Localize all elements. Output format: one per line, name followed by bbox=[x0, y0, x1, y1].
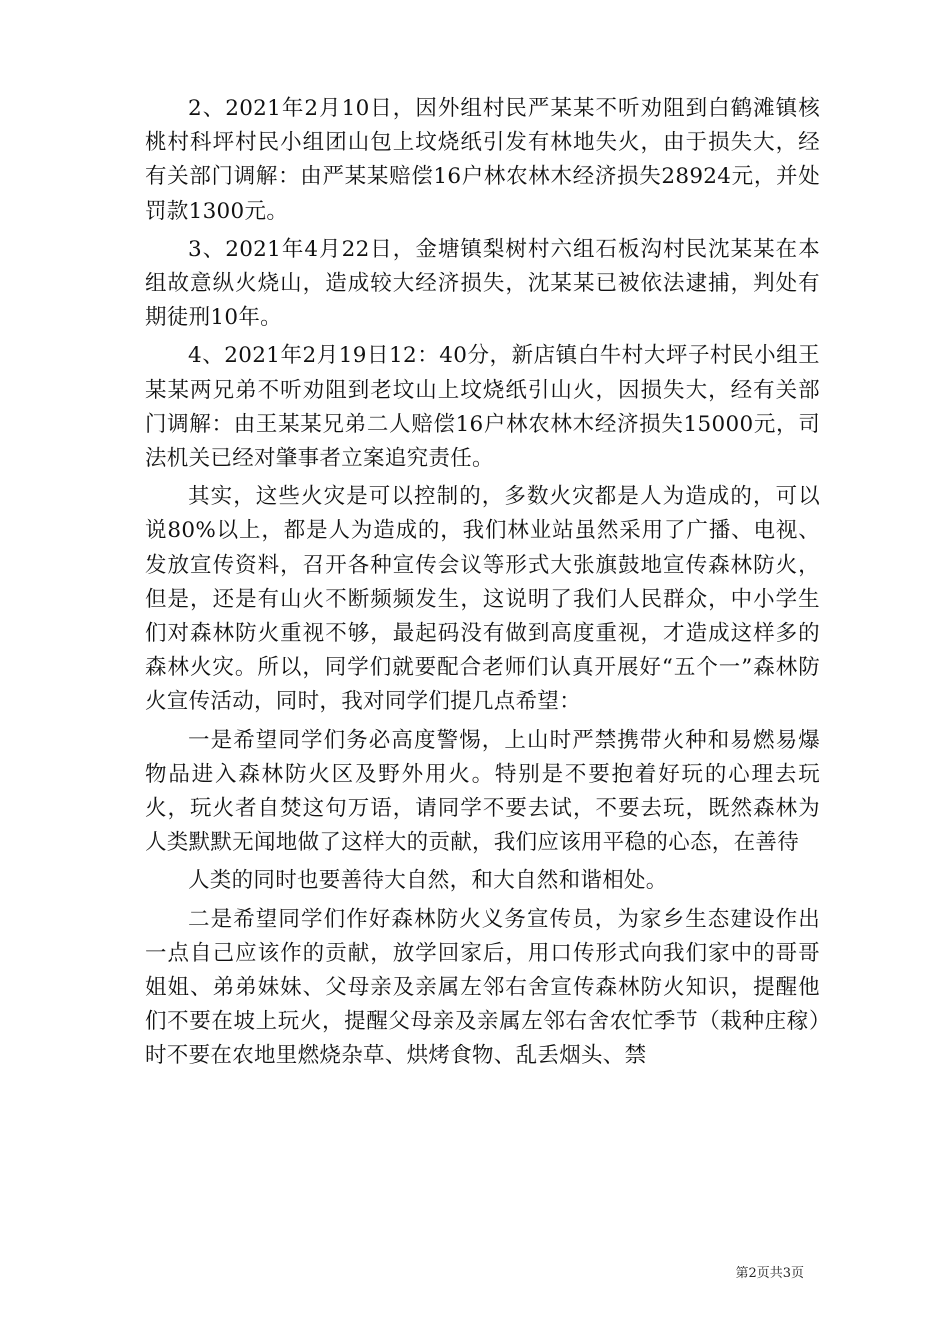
paragraph-analysis: 其实，这些火灾是可以控制的，多数火灾都是人为造成的，可以说80%以上，都是人为造成的，我们林业站虽然采用了广播、电视、发放宣传资料，召开各种宣传会议等形式大张旗鼓地宣传森林防火，但是，还是有山火不断频频发生，这说明了我们人民群众，中小学生们对森林防火重视不够，最起码没有做到高度重视，才造成这样多的森林火灾。所以，同学们就要配合老师们认真开展好“五个一”森林防火宣传活动，同时，我对同学们提几点希望： bbox=[145, 484, 820, 715]
paragraph-hope-1-continued: 人类的同时也要善待大自然，和大自然和谐相处。 bbox=[188, 868, 668, 894]
paragraph-case-4: 4、2021年2月19日12：40分，新店镇白牛村大坪子村民小组王某某两兄弟不听劝阻到老坟山上坟烧纸引山火，因损失大，经有关部门调解：由王某某兄弟二人赔偿16户林农林木经济损失15000元，司法机关已经对肇事者立案追究责任。 bbox=[145, 343, 820, 472]
page-number: 第2页共3页 bbox=[735, 1266, 804, 1281]
paragraph-hope-1: 一是希望同学们务必高度警惕，上山时严禁携带火种和易燃易爆物品进入森林防火区及野外用火。特别是不要抱着好玩的心理去玩火，玩火者自焚这句万语，请同学不要去试，不要去玩，既然森林为人类默默无闻地做了这样大的贡献，我们应该用平稳的心态，在善待 bbox=[145, 727, 820, 856]
document-body bbox=[145, 92, 820, 1074]
paragraph-hope-2: 二是希望同学们作好森林防火义务宣传员，为家乡生态建设作出一点自己应该作的贡献，放学回家后，用口传形式向我们家中的哥哥姐姐、弟弟妹妹、父母亲及亲属左邻右舍宣传森林防火知识，提醒他们不要在坡上玩火，提醒父母亲及亲属左邻右舍农忙季节（栽种庄稼）时不要在农地里燃烧杂草、烘烤食物、乱丢烟头、禁 bbox=[145, 906, 820, 1069]
paragraph-case-3: 3、2021年4月22日，金塘镇梨树村六组石板沟村民沈某某在本组故意纵火烧山，造成较大经济损失，沈某某已被依法逮捕，判处有期徒刑10年。 bbox=[145, 236, 820, 331]
paragraph-case-2: 2、2021年2月10日，因外组村民严某某不听劝阻到白鹤滩镇核桃村科坪村民小组团山包上坟烧纸引发有林地失火，由于损失大，经有关部门调解：由严某某赔偿16户林农林木经济损失28924元，并处罚款1300元。 bbox=[145, 96, 820, 224]
